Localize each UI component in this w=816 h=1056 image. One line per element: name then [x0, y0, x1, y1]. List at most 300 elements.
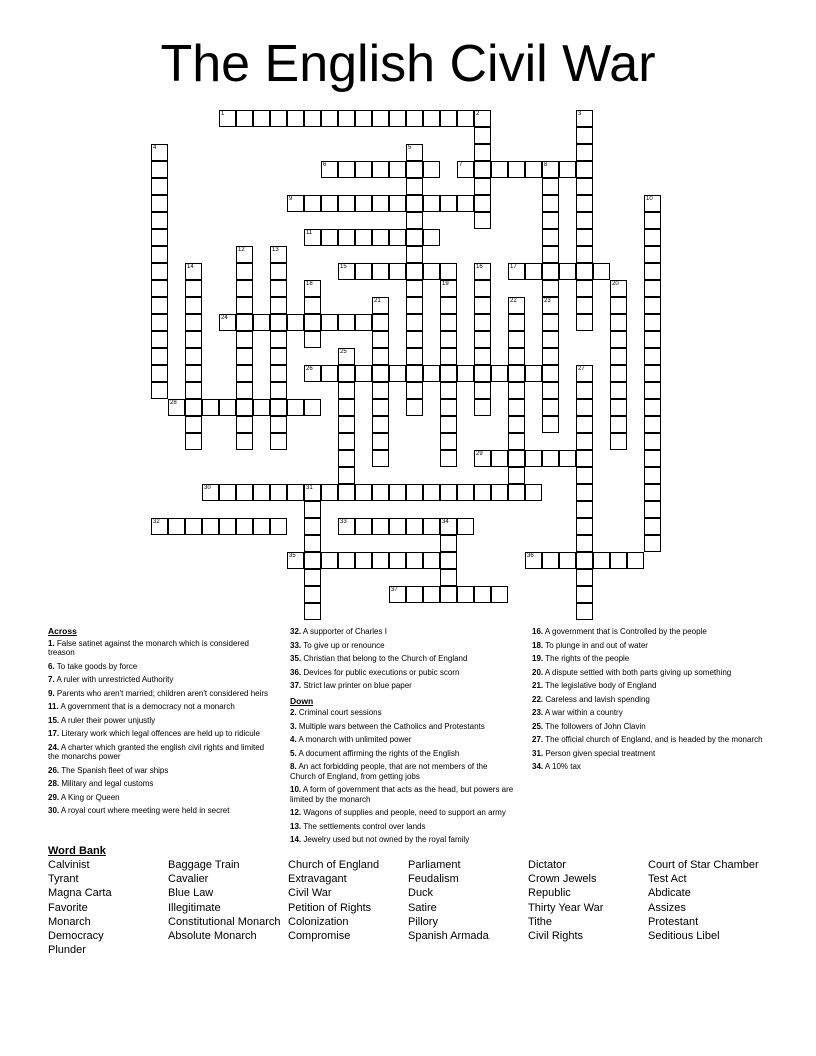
- grid-cell[interactable]: [610, 348, 627, 365]
- grid-cell[interactable]: [508, 382, 525, 399]
- grid-cell[interactable]: [644, 229, 661, 246]
- grid-cell[interactable]: [457, 365, 474, 382]
- grid-cell[interactable]: [576, 178, 593, 195]
- grid-cell[interactable]: [338, 229, 355, 246]
- grid-cell[interactable]: [644, 433, 661, 450]
- grid-cell[interactable]: [389, 586, 406, 603]
- grid-cell[interactable]: [372, 416, 389, 433]
- grid-cell[interactable]: [219, 399, 236, 416]
- grid-cell[interactable]: [338, 518, 355, 535]
- grid-cell[interactable]: [270, 348, 287, 365]
- grid-cell[interactable]: [576, 382, 593, 399]
- grid-cell[interactable]: [474, 110, 491, 127]
- grid-cell[interactable]: [423, 110, 440, 127]
- grid-cell[interactable]: [508, 348, 525, 365]
- grid-cell[interactable]: [270, 263, 287, 280]
- grid-cell[interactable]: [372, 161, 389, 178]
- grid-cell[interactable]: [644, 212, 661, 229]
- grid-cell[interactable]: [287, 110, 304, 127]
- grid-cell[interactable]: [610, 331, 627, 348]
- grid-cell[interactable]: [270, 280, 287, 297]
- grid-cell[interactable]: [508, 467, 525, 484]
- grid-cell[interactable]: [525, 263, 542, 280]
- grid-cell[interactable]: [151, 144, 168, 161]
- grid-cell[interactable]: [389, 110, 406, 127]
- grid-cell[interactable]: [321, 365, 338, 382]
- grid-cell[interactable]: [542, 382, 559, 399]
- grid-cell[interactable]: [236, 280, 253, 297]
- grid-cell[interactable]: [270, 382, 287, 399]
- grid-cell[interactable]: [355, 110, 372, 127]
- grid-cell[interactable]: [644, 450, 661, 467]
- grid-cell[interactable]: [440, 484, 457, 501]
- grid-cell[interactable]: [474, 331, 491, 348]
- grid-cell[interactable]: [236, 399, 253, 416]
- grid-cell[interactable]: [508, 331, 525, 348]
- grid-cell[interactable]: [542, 246, 559, 263]
- grid-cell[interactable]: [270, 331, 287, 348]
- grid-cell[interactable]: [474, 484, 491, 501]
- grid-cell[interactable]: [372, 552, 389, 569]
- grid-cell[interactable]: [440, 450, 457, 467]
- grid-cell[interactable]: [440, 314, 457, 331]
- grid-cell[interactable]: [610, 314, 627, 331]
- grid-cell[interactable]: [321, 484, 338, 501]
- grid-cell[interactable]: [236, 348, 253, 365]
- grid-cell[interactable]: [644, 331, 661, 348]
- grid-cell[interactable]: [610, 399, 627, 416]
- grid-cell[interactable]: [236, 433, 253, 450]
- grid-cell[interactable]: [270, 297, 287, 314]
- grid-cell[interactable]: [321, 552, 338, 569]
- grid-cell[interactable]: [304, 399, 321, 416]
- grid-cell[interactable]: [457, 161, 474, 178]
- grid-cell[interactable]: [508, 263, 525, 280]
- grid-cell[interactable]: [576, 297, 593, 314]
- grid-cell[interactable]: [355, 263, 372, 280]
- grid-cell[interactable]: [576, 552, 593, 569]
- grid-cell[interactable]: [304, 195, 321, 212]
- grid-cell[interactable]: [576, 450, 593, 467]
- grid-cell[interactable]: [508, 484, 525, 501]
- grid-cell[interactable]: [542, 450, 559, 467]
- grid-cell[interactable]: [474, 399, 491, 416]
- grid-cell[interactable]: [406, 280, 423, 297]
- grid-cell[interactable]: [219, 110, 236, 127]
- grid-cell[interactable]: [474, 144, 491, 161]
- grid-cell[interactable]: [644, 535, 661, 552]
- grid-cell[interactable]: [287, 484, 304, 501]
- grid-cell[interactable]: [474, 178, 491, 195]
- grid-cell[interactable]: [440, 518, 457, 535]
- grid-cell[interactable]: [576, 467, 593, 484]
- grid-cell[interactable]: [151, 382, 168, 399]
- grid-cell[interactable]: [542, 399, 559, 416]
- grid-cell[interactable]: [406, 195, 423, 212]
- grid-cell[interactable]: [151, 348, 168, 365]
- grid-cell[interactable]: [253, 399, 270, 416]
- grid-cell[interactable]: [338, 314, 355, 331]
- grid-cell[interactable]: [576, 212, 593, 229]
- grid-cell[interactable]: [491, 450, 508, 467]
- grid-cell[interactable]: [253, 518, 270, 535]
- grid-cell[interactable]: [440, 297, 457, 314]
- grid-cell[interactable]: [338, 365, 355, 382]
- grid-cell[interactable]: [406, 110, 423, 127]
- grid-cell[interactable]: [576, 229, 593, 246]
- grid-cell[interactable]: [304, 280, 321, 297]
- grid-cell[interactable]: [338, 110, 355, 127]
- grid-cell[interactable]: [440, 365, 457, 382]
- grid-cell[interactable]: [508, 365, 525, 382]
- grid-cell[interactable]: [423, 229, 440, 246]
- grid-cell[interactable]: [372, 331, 389, 348]
- grid-cell[interactable]: [644, 399, 661, 416]
- grid-cell[interactable]: [610, 297, 627, 314]
- grid-cell[interactable]: [440, 348, 457, 365]
- grid-cell[interactable]: [219, 518, 236, 535]
- grid-cell[interactable]: [440, 110, 457, 127]
- grid-cell[interactable]: [338, 382, 355, 399]
- grid-cell[interactable]: [474, 280, 491, 297]
- grid-cell[interactable]: [542, 212, 559, 229]
- grid-cell[interactable]: [508, 314, 525, 331]
- grid-cell[interactable]: [644, 314, 661, 331]
- grid-cell[interactable]: [576, 161, 593, 178]
- grid-cell[interactable]: [287, 195, 304, 212]
- grid-cell[interactable]: [270, 399, 287, 416]
- grid-cell[interactable]: [440, 195, 457, 212]
- grid-cell[interactable]: [185, 399, 202, 416]
- grid-cell[interactable]: [508, 450, 525, 467]
- grid-cell[interactable]: [423, 518, 440, 535]
- grid-cell[interactable]: [219, 484, 236, 501]
- grid-cell[interactable]: [576, 535, 593, 552]
- grid-cell[interactable]: [304, 518, 321, 535]
- grid-cell[interactable]: [338, 195, 355, 212]
- grid-cell[interactable]: [304, 229, 321, 246]
- grid-cell[interactable]: [338, 399, 355, 416]
- grid-cell[interactable]: [559, 450, 576, 467]
- grid-cell[interactable]: [542, 314, 559, 331]
- grid-cell[interactable]: [508, 297, 525, 314]
- grid-cell[interactable]: [457, 110, 474, 127]
- grid-cell[interactable]: [372, 263, 389, 280]
- grid-cell[interactable]: [406, 314, 423, 331]
- grid-cell[interactable]: [644, 382, 661, 399]
- grid-cell[interactable]: [406, 297, 423, 314]
- grid-cell[interactable]: [151, 246, 168, 263]
- grid-cell[interactable]: [474, 195, 491, 212]
- grid-cell[interactable]: [576, 433, 593, 450]
- grid-cell[interactable]: [576, 195, 593, 212]
- grid-cell[interactable]: [304, 535, 321, 552]
- grid-cell[interactable]: [168, 399, 185, 416]
- grid-cell[interactable]: [508, 416, 525, 433]
- grid-cell[interactable]: [406, 229, 423, 246]
- grid-cell[interactable]: [491, 161, 508, 178]
- grid-cell[interactable]: [372, 195, 389, 212]
- grid-cell[interactable]: [304, 110, 321, 127]
- grid-cell[interactable]: [389, 229, 406, 246]
- grid-cell[interactable]: [151, 229, 168, 246]
- grid-cell[interactable]: [185, 263, 202, 280]
- grid-cell[interactable]: [304, 569, 321, 586]
- grid-cell[interactable]: [236, 484, 253, 501]
- grid-cell[interactable]: [151, 161, 168, 178]
- grid-cell[interactable]: [151, 297, 168, 314]
- grid-cell[interactable]: [236, 297, 253, 314]
- grid-cell[interactable]: [644, 484, 661, 501]
- grid-cell[interactable]: [321, 314, 338, 331]
- grid-cell[interactable]: [542, 263, 559, 280]
- grid-cell[interactable]: [525, 484, 542, 501]
- grid-cell[interactable]: [457, 195, 474, 212]
- grid-cell[interactable]: [474, 212, 491, 229]
- grid-cell[interactable]: [185, 433, 202, 450]
- grid-cell[interactable]: [406, 263, 423, 280]
- grid-cell[interactable]: [542, 178, 559, 195]
- grid-cell[interactable]: [576, 484, 593, 501]
- grid-cell[interactable]: [542, 348, 559, 365]
- grid-cell[interactable]: [151, 178, 168, 195]
- grid-cell[interactable]: [542, 195, 559, 212]
- grid-cell[interactable]: [406, 161, 423, 178]
- grid-cell[interactable]: [270, 365, 287, 382]
- grid-cell[interactable]: [372, 297, 389, 314]
- grid-cell[interactable]: [338, 348, 355, 365]
- grid-cell[interactable]: [270, 433, 287, 450]
- grid-cell[interactable]: [151, 331, 168, 348]
- grid-cell[interactable]: [542, 365, 559, 382]
- grid-cell[interactable]: [321, 110, 338, 127]
- grid-cell[interactable]: [593, 263, 610, 280]
- grid-cell[interactable]: [576, 569, 593, 586]
- grid-cell[interactable]: [372, 229, 389, 246]
- grid-cell[interactable]: [151, 212, 168, 229]
- grid-cell[interactable]: [338, 433, 355, 450]
- grid-cell[interactable]: [236, 314, 253, 331]
- grid-cell[interactable]: [304, 603, 321, 620]
- grid-cell[interactable]: [389, 365, 406, 382]
- grid-cell[interactable]: [321, 161, 338, 178]
- grid-cell[interactable]: [474, 348, 491, 365]
- grid-cell[interactable]: [236, 263, 253, 280]
- grid-cell[interactable]: [593, 552, 610, 569]
- grid-cell[interactable]: [525, 161, 542, 178]
- grid-cell[interactable]: [185, 382, 202, 399]
- grid-cell[interactable]: [525, 365, 542, 382]
- grid-cell[interactable]: [474, 263, 491, 280]
- grid-cell[interactable]: [372, 348, 389, 365]
- grid-cell[interactable]: [389, 484, 406, 501]
- grid-cell[interactable]: [474, 297, 491, 314]
- grid-cell[interactable]: [644, 467, 661, 484]
- grid-cell[interactable]: [474, 161, 491, 178]
- grid-cell[interactable]: [576, 144, 593, 161]
- grid-cell[interactable]: [559, 161, 576, 178]
- grid-cell[interactable]: [610, 382, 627, 399]
- grid-cell[interactable]: [576, 603, 593, 620]
- grid-cell[interactable]: [372, 450, 389, 467]
- grid-cell[interactable]: [644, 365, 661, 382]
- grid-cell[interactable]: [202, 484, 219, 501]
- grid-cell[interactable]: [542, 552, 559, 569]
- grid-cell[interactable]: [627, 552, 644, 569]
- grid-cell[interactable]: [406, 399, 423, 416]
- grid-cell[interactable]: [406, 484, 423, 501]
- grid-cell[interactable]: [389, 518, 406, 535]
- grid-cell[interactable]: [644, 280, 661, 297]
- grid-cell[interactable]: [610, 416, 627, 433]
- grid-cell[interactable]: [525, 450, 542, 467]
- grid-cell[interactable]: [389, 161, 406, 178]
- grid-cell[interactable]: [576, 280, 593, 297]
- grid-cell[interactable]: [440, 535, 457, 552]
- grid-cell[interactable]: [440, 263, 457, 280]
- grid-cell[interactable]: [576, 365, 593, 382]
- grid-cell[interactable]: [389, 195, 406, 212]
- grid-cell[interactable]: [202, 399, 219, 416]
- grid-cell[interactable]: [338, 263, 355, 280]
- grid-cell[interactable]: [423, 195, 440, 212]
- grid-cell[interactable]: [321, 229, 338, 246]
- grid-cell[interactable]: [576, 263, 593, 280]
- grid-cell[interactable]: [355, 484, 372, 501]
- grid-cell[interactable]: [219, 314, 236, 331]
- grid-cell[interactable]: [440, 433, 457, 450]
- grid-cell[interactable]: [423, 161, 440, 178]
- grid-cell[interactable]: [406, 331, 423, 348]
- grid-cell[interactable]: [542, 331, 559, 348]
- grid-cell[interactable]: [542, 297, 559, 314]
- grid-cell[interactable]: [508, 399, 525, 416]
- grid-cell[interactable]: [372, 433, 389, 450]
- grid-cell[interactable]: [406, 144, 423, 161]
- grid-cell[interactable]: [372, 365, 389, 382]
- grid-cell[interactable]: [474, 365, 491, 382]
- grid-cell[interactable]: [440, 416, 457, 433]
- grid-cell[interactable]: [185, 314, 202, 331]
- grid-cell[interactable]: [423, 263, 440, 280]
- grid-cell[interactable]: [406, 348, 423, 365]
- grid-cell[interactable]: [185, 280, 202, 297]
- grid-cell[interactable]: [236, 382, 253, 399]
- grid-cell[interactable]: [151, 365, 168, 382]
- grid-cell[interactable]: [474, 450, 491, 467]
- grid-cell[interactable]: [440, 331, 457, 348]
- grid-cell[interactable]: [355, 365, 372, 382]
- grid-cell[interactable]: [389, 552, 406, 569]
- grid-cell[interactable]: [474, 382, 491, 399]
- grid-cell[interactable]: [270, 518, 287, 535]
- grid-cell[interactable]: [168, 518, 185, 535]
- grid-cell[interactable]: [576, 314, 593, 331]
- grid-cell[interactable]: [406, 518, 423, 535]
- grid-cell[interactable]: [474, 127, 491, 144]
- grid-cell[interactable]: [491, 365, 508, 382]
- grid-cell[interactable]: [270, 416, 287, 433]
- grid-cell[interactable]: [423, 484, 440, 501]
- grid-cell[interactable]: [304, 314, 321, 331]
- grid-cell[interactable]: [253, 110, 270, 127]
- grid-cell[interactable]: [644, 416, 661, 433]
- grid-cell[interactable]: [338, 552, 355, 569]
- grid-cell[interactable]: [542, 280, 559, 297]
- grid-cell[interactable]: [338, 161, 355, 178]
- grid-cell[interactable]: [474, 314, 491, 331]
- grid-cell[interactable]: [644, 518, 661, 535]
- grid-cell[interactable]: [338, 484, 355, 501]
- grid-cell[interactable]: [406, 552, 423, 569]
- grid-cell[interactable]: [610, 280, 627, 297]
- grid-cell[interactable]: [304, 552, 321, 569]
- grid-cell[interactable]: [576, 246, 593, 263]
- grid-cell[interactable]: [440, 382, 457, 399]
- grid-cell[interactable]: [406, 246, 423, 263]
- grid-cell[interactable]: [559, 263, 576, 280]
- grid-cell[interactable]: [151, 280, 168, 297]
- grid-cell[interactable]: [644, 263, 661, 280]
- grid-cell[interactable]: [576, 399, 593, 416]
- grid-cell[interactable]: [644, 348, 661, 365]
- grid-cell[interactable]: [576, 127, 593, 144]
- grid-cell[interactable]: [610, 433, 627, 450]
- grid-cell[interactable]: [236, 518, 253, 535]
- grid-cell[interactable]: [406, 212, 423, 229]
- grid-cell[interactable]: [372, 518, 389, 535]
- grid-cell[interactable]: [253, 484, 270, 501]
- grid-cell[interactable]: [491, 586, 508, 603]
- grid-cell[interactable]: [474, 586, 491, 603]
- grid-cell[interactable]: [202, 518, 219, 535]
- grid-cell[interactable]: [406, 382, 423, 399]
- grid-cell[interactable]: [610, 365, 627, 382]
- grid-cell[interactable]: [644, 195, 661, 212]
- grid-cell[interactable]: [542, 229, 559, 246]
- grid-cell[interactable]: [491, 484, 508, 501]
- grid-cell[interactable]: [610, 552, 627, 569]
- grid-cell[interactable]: [355, 552, 372, 569]
- grid-cell[interactable]: [151, 263, 168, 280]
- grid-cell[interactable]: [525, 552, 542, 569]
- grid-cell[interactable]: [457, 518, 474, 535]
- grid-cell[interactable]: [185, 331, 202, 348]
- grid-cell[interactable]: [440, 399, 457, 416]
- grid-cell[interactable]: [440, 569, 457, 586]
- grid-cell[interactable]: [508, 161, 525, 178]
- grid-cell[interactable]: [406, 586, 423, 603]
- grid-cell[interactable]: [576, 501, 593, 518]
- grid-cell[interactable]: [355, 518, 372, 535]
- grid-cell[interactable]: [304, 484, 321, 501]
- grid-cell[interactable]: [151, 314, 168, 331]
- grid-cell[interactable]: [576, 518, 593, 535]
- grid-cell[interactable]: [185, 518, 202, 535]
- grid-cell[interactable]: [338, 416, 355, 433]
- grid-cell[interactable]: [236, 365, 253, 382]
- grid-cell[interactable]: [236, 110, 253, 127]
- grid-cell[interactable]: [457, 586, 474, 603]
- grid-cell[interactable]: [185, 365, 202, 382]
- grid-cell[interactable]: [542, 161, 559, 178]
- grid-cell[interactable]: [355, 314, 372, 331]
- grid-cell[interactable]: [236, 331, 253, 348]
- grid-cell[interactable]: [423, 552, 440, 569]
- grid-cell[interactable]: [457, 484, 474, 501]
- grid-cell[interactable]: [644, 246, 661, 263]
- grid-cell[interactable]: [270, 110, 287, 127]
